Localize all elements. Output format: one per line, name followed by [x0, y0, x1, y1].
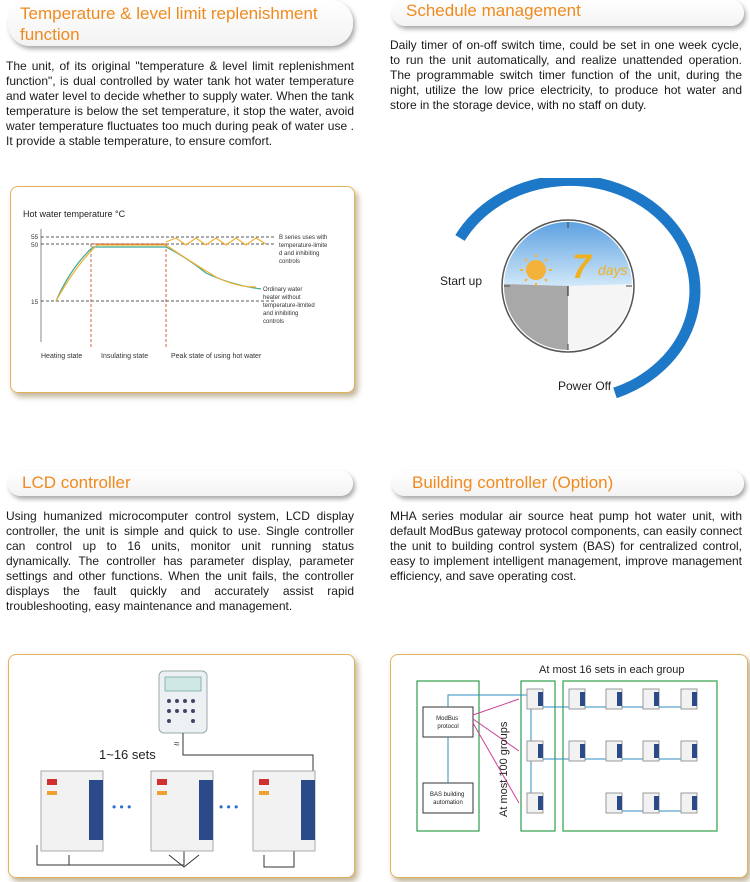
heat-pump-unit-2: [151, 771, 213, 851]
unit-dots-2: • • •: [219, 800, 239, 814]
bas-unit-icon: [606, 689, 622, 709]
stage-insulating: Insulating state: [101, 353, 149, 360]
bas-diagram: [391, 655, 747, 877]
days-label: days: [598, 262, 628, 278]
bas-unit-icon: [643, 793, 659, 813]
power-off-label: Power Off: [558, 379, 612, 393]
dial-sky: [502, 220, 636, 290]
temp-limit-body: The unit, of its original "temperature & level limit replenishment function", is dual controlled by water tank hot water temperature and water level to decide whether to supply water. When the tank temperature is below the set temperature, it stop the water, avoid water temperature fluctuates too much during peak of water use . It provide a stable temperature, to ensure comfort.: [6, 59, 354, 148]
days-number: 7: [572, 248, 591, 286]
stage-peak: Peak state of using hot water: [171, 353, 262, 360]
modbus-label: ModBus protocol: [436, 716, 459, 730]
dial-night: [504, 284, 568, 350]
temperature-chart-panel: [10, 186, 355, 393]
start-up-label: Start up: [440, 274, 483, 288]
bas-unit-icon: [606, 741, 622, 761]
bas-unit-icon: [527, 793, 543, 813]
bas-unit-icon: [681, 793, 697, 813]
heat-pump-unit-1: [41, 771, 103, 851]
building-title-pill: [392, 471, 744, 496]
group-label: At most 16 sets in each group: [539, 664, 685, 676]
annotation-b-series: B series uses with temperature-limite d and inhibiting controls: [279, 235, 328, 265]
tick-15: 15: [31, 299, 39, 306]
lcd-title: LCD controller: [22, 473, 131, 492]
sets-label: 1~16 sets: [99, 747, 156, 762]
lcd-body: Using humanized microcomputer control system, LCD display controller, the unit is simple and quick to use. Single controller can control up to 16 units, monitor unit running status dynamically. The controller has parameter display, parameter settings and other functions. When the unit fails, the controller displays the fault quickly and accurately assist rapid troubleshooting, easy maintenance and management.: [6, 509, 354, 613]
pink-bus-wire: [473, 699, 519, 803]
bas-unit-icon: [681, 741, 697, 761]
schedule-dial: [420, 178, 750, 398]
lcd-controller-icon: [159, 671, 207, 733]
bas-unit-icon: [569, 689, 585, 709]
stage-heating: Heating state: [41, 353, 83, 360]
tick-55: 55: [31, 234, 39, 241]
bas-unit-grid: [527, 689, 697, 813]
tilde-symbol: ≈: [174, 739, 180, 750]
bas-box: [423, 783, 473, 813]
bas-unit-icon: [527, 689, 543, 709]
bas-unit-icon: [606, 793, 622, 813]
tick-50: 50: [31, 242, 39, 249]
groups-label: At most 100 groups: [498, 721, 510, 817]
temperature-chart: [11, 187, 354, 392]
temp-limit-title-line2: function: [20, 25, 80, 44]
bas-unit-icon: [643, 741, 659, 761]
bas-diagram-panel: [390, 654, 748, 878]
unit-dots-1: • • •: [112, 800, 132, 814]
schedule-title: Schedule management: [406, 1, 581, 20]
schedule-body: Daily timer of on-off switch time, could be set in one week cycle, to run the unit automatically, and realize unattended operation. The programmable switch timer function of the unit, during the night, utilize the low price electricity, to produce hot water and store in the storage device, with no staff on duty.: [390, 38, 742, 112]
lcd-title-pill: [8, 471, 353, 496]
lcd-diagram-panel: [8, 654, 355, 878]
bas-unit-icon: [643, 689, 659, 709]
bas-label: BAS building automation: [429, 792, 465, 806]
lcd-diagram: [9, 655, 354, 877]
chart-title: Hot water temperature °C: [23, 209, 126, 219]
bas-unit-icon: [681, 689, 697, 709]
modbus-box: [423, 707, 473, 737]
heat-pump-unit-3: [253, 771, 315, 851]
schedule-title-pill: [392, 0, 744, 26]
building-body: MHA series modular air source heat pump hot water unit, with default ModBus gateway protocol components, can easily connect the unit to building control system (BAS) for centralized control, easy to implement intelligent management, improve management efficiency, and save operating cost.: [390, 509, 742, 583]
bus-wire: [69, 850, 294, 867]
temp-limit-title-line1: Temperature & level limit replenishment: [20, 4, 318, 23]
temp-limit-title-pill: [8, 0, 353, 46]
building-title: Building controller (Option): [412, 473, 614, 492]
bas-unit-icon: [527, 741, 543, 761]
annotation-ordinary: Ordinary water heater without temperature-limited and inhibiting controls: [263, 287, 315, 325]
bas-unit-icon: [569, 741, 585, 761]
